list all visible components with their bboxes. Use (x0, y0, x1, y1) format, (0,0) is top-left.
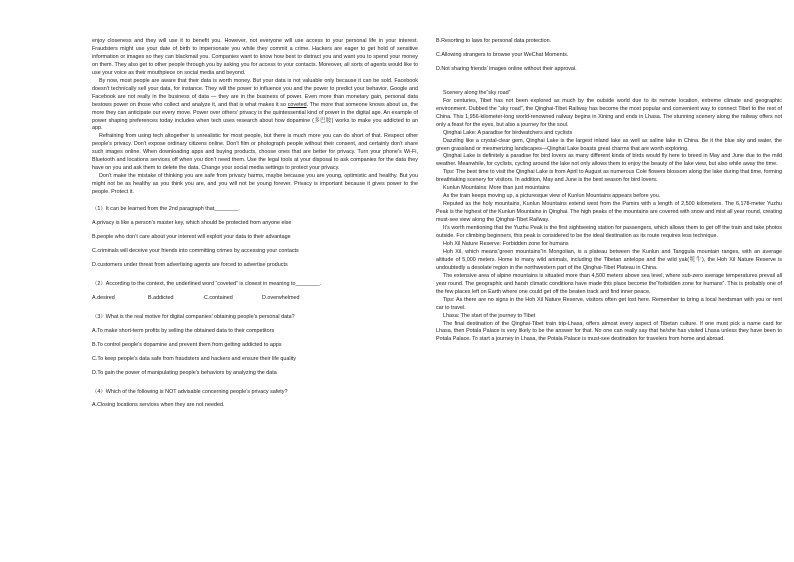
question-1-stem: （1）It can be learned from the 2nd paragraph that________. (92, 206, 240, 213)
question-1-option-c[interactable]: C.criminals will deceive your friends into committing crimes by accessing your contacts (92, 247, 299, 254)
question-4-option-c[interactable]: C.Allowing strangers to browse your WeChat Moments. (436, 51, 569, 58)
article-2-paragraph: It’s worth mentioning that the Yuzhu Peak is the first sightseeing station for passengers, which allows them to get off the train and take photos outside. For climbing beginners, this peak is considered to be the ideal destination as its route requires less technique. (436, 225, 782, 240)
right-column (436, 38, 782, 344)
article-2-subheading: Qinghai Lake: A paradise for birdwatchers and cyclists (443, 129, 573, 136)
question-1-option-a[interactable]: A.privacy is like a person’s master key, which should be protected from anyone else (92, 220, 292, 227)
question-3-option-b[interactable]: B.To control people’s dopamine and prevent them from getting addicted to apps (92, 341, 282, 348)
question-4-option-b[interactable]: B.Resorting to laws for personal data protection. (436, 38, 552, 44)
question-4-option-d[interactable]: D.Not sharing friends’ images online without their approval. (436, 65, 577, 72)
question-3-option-d[interactable]: D.To gain the power of manipulating people’s behaviors by analyzing the data (92, 369, 277, 376)
question-2-stem: （2）According to the context, the underlined word “coveted” is closest in meaning to________. (92, 280, 321, 287)
question-2-option-d[interactable]: D.overwhelmed (262, 294, 300, 301)
article-2-subheading: Lhasa: The start of the journey to Tibet (443, 312, 536, 319)
article-2-paragraph: As the train keeps moving up, a picturesque view of Kunlun Mountains appears before you. (443, 193, 661, 200)
article-2-paragraph: The extensive area of alpine mountains is situated more than 4,500 meters above sea level, where sub-zero average temperatures prevail all year round. The geographic and harsh climatic conditions have made this place become the“forbidden zone for humans”. This is probably one of the few places left on Earth where one could get off the beaten track and find inner peace. (436, 272, 782, 295)
question-2-option-b[interactable]: B.addicted (148, 294, 174, 301)
question-1-option-b[interactable]: B.people who don’t care about your interest will exploit your data to their advantage (92, 233, 291, 240)
passage-paragraph-4: Don’t make the mistake of thinking you are safe from privacy harms, maybe because you are young, optimistic and healthy. But you might not be as healthy as you think you are, and you will not be young forever. Privacy is important because it gives power to the people. Protect it. (92, 173, 418, 196)
question-3-option-c[interactable]: C.To keep people’s data safe from fraudsters and hackers and ensure their life quality (92, 355, 296, 362)
question-1-option-d[interactable]: D.customers under threat from advertising agents are forced to advertise products (92, 261, 288, 268)
question-3-option-a[interactable]: A.To make short-term profits by selling the obtained data to their competitors (92, 327, 275, 334)
article-2-paragraph: The final destination of the Qinghai-Tibet train trip-Lhasa, offers almost every aspect of Tibetan culture. If one must pick a name card for Lhasa, then Potala Palace is very likely to be the answer for that. No one can really say that he/she has visited Lhasa unless they have been to Potala Palace. To start a journey in Lhasa, the Potala Palace is must-see destination for travelers from home and abroad. (436, 320, 782, 343)
article-2-paragraph: Reputed as the holy mountains, Kunlun Mountains extend west from the Pamirs with a length of 2,500 kilometers. The 6,178-meter Yuzhu Peak is the highest of the Kunlun Mountains in Qinghai. The high peaks of the mountains are covered with snow and mist all year round, creating must-see view along the Qinghai-Tibet Railway. (436, 201, 782, 224)
article-2-tips: Tips: As there are no signs in the Hoh Xil Nature Reserve, visitors often get lost here. Remember to bring a local herdsman with you or rent car to travel. (436, 296, 782, 311)
question-2-options (92, 295, 418, 303)
left-column (92, 38, 418, 410)
article-2-tips: Tips: The best time to visit the Qinghai Lake is from April to August as numerous Cole flowers blossom along the lake during that time, forming breathtaking scenery for visitors. In addition, May and June is the best season for bird lovers. (436, 169, 782, 184)
passage-paragraph-1: enjoy closeness and they will use it to benefit you. However, not everyone will use access to your personal life in your interest. Fraudsters might use your date of birth to impersonate you while they commit a crime. Hackers are eager to get hold of sensitive information or images so they can blackmail you. Companies want to know how best to distract you and want you to spend your money on them. They also get to other people through you by asking you for access to your contacts. Moreover, all sorts of agents would like to use your voice as their mouthpiece on social media and beyond. (92, 38, 418, 76)
question-3-stem: （3）What is the real motive for digital companies’ obtaining people’s personal data? (92, 313, 295, 320)
article-2-subheading: Hoh Xil Nature Reserve: Forbidden zone for humans (443, 240, 569, 247)
article-2-paragraph: Qinghai Lake is definitely a paradise for bird lovers as many different kinds of birds would fly here to breed in May and June due to the mild weather. Meanwhile, for cyclists, cycling around the lake not only allows them to enjoy the beauty of the lake view, but also while away the time. (436, 153, 782, 168)
question-4-stem: （4）Which of the following is NOT advisable concerning people’s privacy safety? (92, 388, 288, 395)
question-2-option-c[interactable]: C.contained (204, 294, 233, 301)
question-4-option-a[interactable]: A.Closing locations services when they are not needed. (92, 402, 225, 409)
passage-paragraph-3: Refraining from using tech altogether is unrealistic for most people, but there is much more you can do short of that. Respect other people’s privacy. Don’t expose ordinary citizens online. Don’t film or photograph people without their consent, and certainly don’t share such images online. When downloading apps and buying products, choose ones that are better for privacy. Turn your phone’s Wi-Fi, Bluetooth and locations services off when you don’t need them. Use the legal tools at your disposal to ask companies for the data they have on you and ask them to delete the data. Change your social media settings to protect your privacy. (92, 133, 418, 172)
article-2-paragraph: Dazzling like a crystal-clear gem, Qinghai Lake is the largest inland lake as well as saline lake in China. Be it the blue sky and water, the green grassland or mesmerizing landscapes—Qinghai Lake boasts great charms that are worth exploring. (436, 137, 782, 152)
passage-paragraph-2: By now, most people are aware that their data is worth money. But your data is not valuable only because it can be sold. Facebook doesn’t technically sell your data, for instance. They will the power to influence you and the power to predict your behavior. Google and Facebook are not really in the business of data — they are in the business of power. Even more than monetary gain, personal data bestows power on those who collect and analyze it, and that is what makes it so coveted. The more that someone knows about us, the more they can anticipate our every move. Power over others’ privacy is the quintessential kind of power in the digital age. An example of power shaping preferences today includes when tech uses research about how dopamine (多巴胺) works to make you addicted to an app. (92, 77, 419, 132)
article-2-paragraph: Hoh Xil, which means“green mountains”in Mongolian, is a plateau between the Kunlun and Tanggula mountain ranges, with an average altitude of 5,000 meters. Home to many wild animals, including the Tibetan antelope and the wild yak(牦牛), the Hoh Xil Nature Reserve is undoubtedly a desolate region in the northwestern part of the Qinghai-Tibet Plateau in China. (436, 248, 782, 271)
article-2-paragraph: For centuries, Tibet has not been explored as much by the outside world due to its remote location, extreme climate and geographic environment. Dubbed the “sky road”, the Qinghai-Tibet Railway has become the most popular and convenient way to connect Tibet to the rest of China. This 1,956-kilometer-long world-renowned railway begins in Xining and ends in Lhasa. The stunning scenery along the railway offers not only a feast for the eyes, but also a journey for the soul. (436, 97, 782, 128)
question-2-option-a[interactable]: A.desired (92, 294, 115, 301)
article-2-title: Scenery along the“sky road” (443, 89, 511, 96)
article-2-subheading: Kunlun Mountains: More than just mountains (443, 185, 550, 192)
underlined-word: coveted (287, 101, 307, 108)
